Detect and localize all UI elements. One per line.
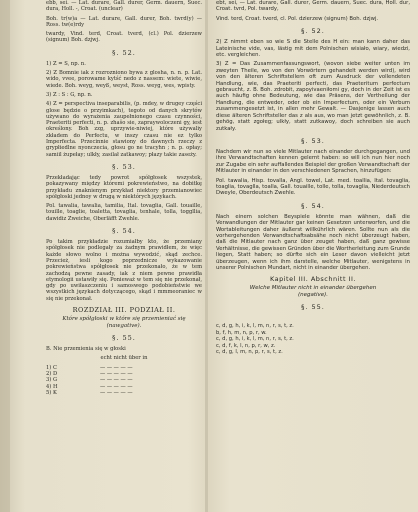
- numbered-item: 3) Z = Das Zusammenfassungswort, (wovon siebe weiter unten im zweyten Theile, wo von den Vorwörtern gehandelt werden wird), wird von den älteren Schriftstellern oft zum Ausdruck der vollendeten Handlung, wie, das Praeteriti perfecti, das Praeteritum perfectum gebraucht, z. B. Boh. zdrobit, zapoyivaeniłomi gy, doch in der Zeit ist es auch häufig ohne Bedeutung, wie das Präsens, der Vertheilung der Handlung, die entweder, oder ob ein Imperfectum, oder ein Verbum zusammengesetzt ist, in allen mehr Gewalt. — Dasjenige lassen auch diese älteren Schriftsteller das z als aus, wo man jetzt gewöhnlich, z. B. gehög, statt zgołeg; ulkły, statt zutkawoy, doch schreiben sie auch zutkały.: [216, 61, 410, 132]
- paragraph: Po takim przykładzie rozumiałby kto, że przemiany spółgłosek nie podlegały za żadnym prawidłem, że więc każde słowo wolno i można wywodzić, skąd zechce. Przecież, iesli kogo poprzednicze wykazowanie pokrewieństwa spółgłosek nie przekonało, że w tem zachodzą pewne zasady, iak z niem pewne prawidła etymologii ustawiły się. Ponieważ w tem się nie przekonał, gdy po uwiłaszczeniu i samoswego podobieństwie we wszystkich językach dotyczącego, skąd i mmmeoraniec w się nie przekonał.: [46, 239, 202, 302]
- numbered-item: 1) Z = S, np. n.: [46, 60, 86, 67]
- section-heading: §. 54.: [301, 201, 325, 210]
- top-line: twardy, Vind. terd, Croat. tverd, (cl.) Pol. dzierzew (signum) Boh. dzjwj.: [46, 31, 202, 44]
- table-value: b, f, h, m, n, p, r, w.: [216, 329, 267, 336]
- paragraph: Pol. tawalia, tawalia, tamilia, Ital. tovaglia, Gall. touaille, touille, toaglie, toaletta, tovaglia, tenhale, tolla, toggllia, dawidiz Zweiche, Oberläfft Zwehle.: [46, 203, 202, 222]
- right-column-german: [216, 0, 410, 512]
- chapter-subtitle: (negative).: [297, 292, 329, 299]
- chapter-subtitle: Które spółgłoski w które się przemieniać się: [62, 315, 186, 322]
- numbered-item: 2) Z Bomnie iak z rozrozniono bywa z glosha, n. n. p. Lat. wido, vvee, porowame kytść nedo z nassem: wiete, wiwie, wiede. Boh. weyg, weyß, weyst, Ross. weyg, wes, wpisty.: [46, 70, 202, 89]
- table-key: 5) K: [46, 390, 57, 397]
- table-row: [216, 349, 410, 355]
- section-heading: §. 52.: [301, 27, 325, 36]
- section-heading: §. 53.: [112, 162, 136, 171]
- page-edge: [0, 0, 10, 512]
- chapter-heading: ROZDZIAŁ III. PODZIAŁ II.: [72, 305, 176, 314]
- table-key: 3) G: [46, 377, 58, 384]
- consonant-table: [216, 323, 410, 355]
- chapter-subtitle: (nawgative).: [106, 322, 142, 329]
- table-key: 4) H: [46, 383, 58, 390]
- consonant-table: [46, 365, 202, 397]
- paragraph: Nachdem wir nun so viele Mitlauter nach einander durchgegangen, und ihre Verwandtschaften kennen gelernt haben: so will ich nun hier noch zur Zugabe ein sehr auffallendes Beispiel der großen Verwandtschaft der Mitlauter in einander in den verschiedenen Sprachen, hinzufügen:: [216, 148, 410, 175]
- left-column-polish: [46, 0, 202, 512]
- chapter-heading: Kapitel III. Abschnitt II.: [269, 275, 356, 284]
- section-heading: §. 55.: [112, 333, 136, 342]
- table-value: c, d, g, h, i, k, l, m, n, r, s, t, z.: [216, 336, 294, 343]
- book-spine: [205, 0, 208, 512]
- table-value: — — — — —: [100, 370, 133, 377]
- section-heading: §. 54.: [112, 227, 136, 236]
- table-key: 1) C: [46, 364, 57, 371]
- table-value: c, d, f, k, l, n, p, r, w, z.: [216, 342, 276, 349]
- paragraph: Przekładając tedy powrot spółgłosek wszystek, pokazywany między któremi pokrewieństwo, na dobitkę przykładu znaknienym przykład niektory przemianowiec spółgłoski jednoy w drugą w niektórych językach.: [46, 174, 202, 200]
- section-heading: §. 53.: [301, 136, 325, 145]
- section-heading: §. 52.: [112, 48, 136, 57]
- table-intro: B. Nie przemienia się w głoski: [46, 345, 126, 352]
- table-row: [46, 390, 202, 396]
- numbered-item: 3) Z : S : G, np. n.: [46, 91, 93, 98]
- table-value: — — — — —: [100, 364, 133, 371]
- top-line: Boh. tr(w)a — Lat. durare, Gall. durer, Boh. twrd(y) — Ross. tw(e)rdy: [46, 15, 202, 28]
- table-value: — — — — —: [100, 383, 133, 390]
- section-heading: §. 55.: [301, 303, 325, 312]
- table-value: c, d, g, h, i, k, l, m, n, r, s, t, z.: [216, 323, 294, 330]
- table-value: c, d, g, l, m, n, p, r, s, t, z.: [216, 349, 283, 356]
- top-line: ebb, sei. — Lat. durare, Gall. durer, Germ. dauern, Suec. dura, Holl. -, Croat. (unclear): [46, 0, 202, 13]
- chapter-subtitle: Welche Mitlauter nicht in einander übergehen: [249, 285, 377, 292]
- numbered-item: 4) Z = perspectiva inseparabilis, (p. mdey, w drugey części glose będzie o przyimkach), tegoto od danych skrytów używano do wyrażenia zaupełnionego czasu czynności, Praeteriti perfecti, n. p. zhašo sie, zapraywoloczeni gy, iest określony. Boh zzg, uprzywie-niwiej, które używaliy zkładem do Perfectu, w inszy czasu nie ez tylko Imperfecta. Przecinnie stawiony do dawnych rzeczy z grypłiedlne nyonczecia, głosu go ne tracyhn ; n. p. opłay; samiil żupełay; ulkły, zasilał zatkawoy; płazy takie zaseży.: [46, 101, 202, 158]
- table-value: — — — — —: [100, 390, 133, 397]
- paragraph: Nach einem solchen Beyspiele könnte man wähnen, daß die Verwandlungen der Mitlauter gar keinen Gesetzen unterworfen, und die Wortableitungen daher äußerst willkührlich wären. Sollte nun als die vorhergehenden Verwandtschaftsabsähe noch nicht überzeugt haben, daß die Mitlauter nach ganz über zeuget haben, daß ganz gewisse Verhältnisse, die gewissen Gründen über die Wortherleitung zum Grunde liegen, Statt haben; so dürfte sich ein Leser davon vielleicht jetzt überzeugen, wenn ich ihm darstelle, welche Mitlauter, wenigstens in unserer Polnischen Mundart, nicht in einander übergehen.: [216, 213, 410, 271]
- top-line: ebt, sei, — Lat. durare, Gall. durer, Germ. dauern, Suec. dura, Holl. dur, Croat. tvrd, Pol. twardy,: [216, 0, 410, 13]
- top-line: Vind. terd, Croat. tverd, cl. Pol. dzierzew (signum) Boh. dzjwj.: [216, 15, 379, 22]
- table-value: — — — — —: [100, 377, 133, 384]
- table-intro: echt nicht über in: [100, 355, 148, 362]
- table-key: 2) D: [46, 370, 58, 377]
- numbered-item: 2) Z nimmt eben so wie S die Stelle des H ein: man kann daher das Lateinische vide, vas, lästig mit dem Polnischen wisiało, wiary, wiedzi, etc. vergleichen.: [216, 39, 410, 59]
- paragraph: Pol. tawalia, Hisp. tovalla, Angl. towel, Lat. med. toallia, Ital. tovaglia, toaglia, tovaglla, toalla, Gall. touaille, tolle, tolla, tovaglia, Niederdeutsch Dweyle, Oberdeutsch Zwehle.: [216, 177, 410, 197]
